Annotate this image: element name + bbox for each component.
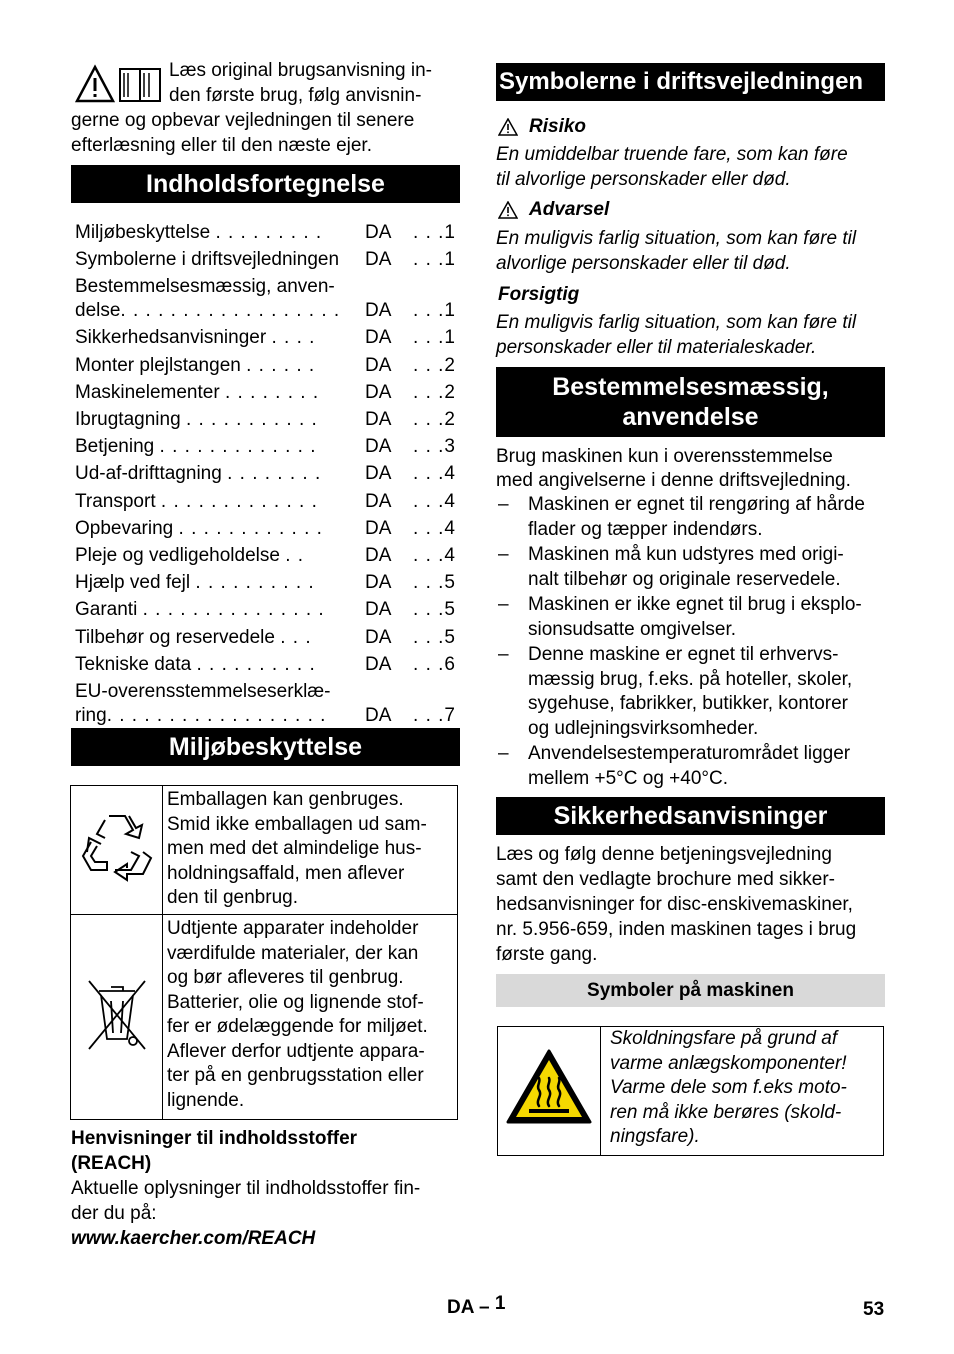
toc-entry-label: Monter plejlstangen [75, 354, 241, 376]
hot-surface-line: Varme dele som f.eks moto- [610, 1077, 847, 1098]
toc-entry-page: . . .4 [413, 490, 456, 512]
bin-line: Udtjente apparater indeholder [167, 918, 419, 939]
toc-entry[interactable] [75, 435, 456, 460]
bullet-line: flader og tæpper indendørs. [528, 518, 763, 540]
toc-dots: . . . . . . . . . . . . . [159, 436, 317, 458]
safety-line-3: hedsanvisninger for disc-enskivemaskiner, [496, 894, 853, 915]
toc-entry-lang: DA [365, 653, 392, 675]
toc-entry-page: . . .3 [413, 436, 456, 458]
recycle-text [163, 786, 458, 915]
bin-line: fer er ødelæggende for miljøet. [167, 1016, 428, 1037]
toc-entry-text [75, 571, 315, 596]
toc-entry-label: Pleje og vedligeholdelse [75, 545, 280, 566]
toc-entry[interactable] [75, 408, 456, 433]
toc-entry[interactable] [75, 680, 456, 728]
footer-section-page: 1 [494, 1293, 506, 1314]
toc-entry-label-tail: ring [75, 705, 107, 726]
toc-dots: . . . . . . . . [224, 381, 320, 403]
recycle-line: holdningsaffald, men aflever [167, 862, 405, 884]
toc-entry-page: . . .2 [413, 354, 456, 376]
intended-title-line: anvendelse [622, 403, 759, 431]
toc-entry-page: . . .2 [413, 381, 456, 403]
toc-entry-text [75, 326, 315, 351]
intended-intro-1: Brug maskinen kun i overensstemmelse [496, 446, 833, 467]
bullet-line: nalt tilbehør og originale reservedele. [528, 568, 841, 590]
toc-entry-page: . . .4 [413, 545, 456, 566]
bin-line: lignende. [167, 1089, 245, 1111]
safety-line-2: samt den vedlagte brochure med sikker- [496, 869, 835, 890]
hot-surface-cell [498, 1027, 601, 1156]
recycle-icon [79, 808, 155, 884]
toc-entry-page: . . .4 [413, 463, 456, 485]
toc-entry-lang: DA [365, 354, 392, 376]
toc-entry-label-cont [75, 704, 326, 729]
toc-entry-text [75, 248, 339, 273]
toc-dots: . . [285, 545, 305, 566]
bullet-item [496, 593, 885, 642]
bin-line: ter på en genbrugsstation eller [167, 1065, 424, 1086]
toc-entry-label-tail: delse [75, 300, 121, 322]
bullet-line: Maskinen er ikke egnet til brug i eksplo- [528, 594, 862, 615]
footer-section-code: DA [447, 1297, 474, 1318]
warning-triangle-icon [75, 63, 163, 105]
safety-line-5: første gang. [496, 944, 598, 965]
toc-dots: . . . . . . . . . . . . . . . . . . [120, 300, 341, 322]
toc-entry-text [75, 598, 325, 623]
toc-entry-label: Opbevaring [75, 517, 174, 539]
toc-entry-lang: DA [365, 381, 392, 403]
hot-surface-line: varme anlægskomponenter! [610, 1052, 847, 1074]
toc-entry-lang: DA [365, 463, 392, 485]
toc-entry-page: . . .4 [413, 517, 456, 539]
hot-surface-line: Skoldningsfare på grund af [610, 1028, 838, 1049]
toc-entry[interactable] [75, 544, 456, 569]
toc-entry-page: . . .7 [413, 705, 456, 726]
bin-line: og bør afleveres til genbrug. [167, 967, 404, 988]
toc-entry-page: . . .5 [413, 626, 456, 648]
bullet-item [496, 742, 885, 791]
hot-surface-table [497, 1026, 884, 1156]
bullet-line: og udlejningsvirksomheder. [528, 717, 759, 739]
intro-line-1: Læs original brugsanvisning in- [169, 60, 432, 81]
toc-entry[interactable] [75, 326, 456, 351]
toc-entry-page: . . .1 [413, 300, 456, 322]
toc-entry-label: Tekniske data [75, 653, 192, 675]
toc-dots: . . . . . . . . . . . . . [160, 490, 318, 512]
hot-surface-text [601, 1027, 884, 1156]
toc-entry-label: Garanti [75, 599, 138, 621]
toc-entry-text [75, 381, 319, 406]
toc-entry-page: . . .6 [413, 653, 456, 675]
toc-entry-lang: DA [365, 249, 392, 271]
bullet-line: Denne maskine er egnet til erhvervs- [528, 644, 839, 665]
crossed-bin-icon [81, 973, 153, 1053]
advarsel-label: Advarsel [529, 199, 610, 220]
recycle-line: Smid ikke emballagen ud sam- [167, 813, 427, 835]
toc-entry-text [75, 653, 316, 678]
risiko-line-1: En umiddelbar truende fare, som kan føre [496, 144, 848, 165]
toc-entry-text [75, 490, 318, 515]
warning-triangle-icon [498, 118, 518, 136]
env-title: Miljøbeskyttelse [71, 728, 460, 766]
toc-entry-lang: DA [365, 300, 392, 322]
safety-title: Sikkerhedsanvisninger [496, 797, 885, 835]
intro-icons [75, 63, 163, 105]
bullet-dash: – [498, 494, 509, 515]
toc-entry[interactable] [75, 462, 456, 487]
toc-entry[interactable] [75, 653, 456, 678]
toc-dots: . . . [280, 626, 312, 648]
toc-entry-lang: DA [365, 545, 392, 566]
toc-dots: . . . . . . . . . [215, 222, 323, 243]
forsigtig-line-1: En muligvis farlig situation, som kan føre til [496, 312, 857, 333]
toc-entry-label: Bestemmelsesmæssig, anven- [75, 276, 335, 298]
toc-entry-lang: DA [365, 222, 392, 243]
bin-line: Batterier, olie og lignende stof- [167, 991, 424, 1013]
toc-entry-label: Ibrugtagning [75, 409, 181, 430]
toc-entry-text [75, 408, 318, 433]
toc-entry[interactable] [75, 598, 456, 623]
recycle-line: den til genbrug. [167, 887, 298, 908]
toc-entry-lang: DA [365, 409, 392, 430]
toc-entry-page: . . .1 [413, 249, 456, 271]
toc-entry-lang: DA [365, 517, 392, 539]
toc-entry-lang: DA [365, 626, 392, 648]
bullet-item [496, 643, 885, 741]
toc-entry-label-cont [75, 299, 340, 324]
toc-entry-label: Transport [75, 490, 156, 512]
symbols-on-machine-title: Symboler på maskinen [496, 974, 885, 1007]
reach-text-2: der du på: [71, 1203, 157, 1224]
recycle-cell [71, 786, 163, 915]
hot-surface-icon [505, 1048, 593, 1126]
toc-entry-page: . . .1 [413, 327, 456, 349]
hot-surface-line: ren må ikke berøres (skold- [610, 1101, 842, 1123]
page-number: 53 [863, 1299, 885, 1320]
bullet-dash: – [498, 544, 509, 565]
toc-entry-lang: DA [365, 490, 392, 512]
bin-line: værdifulde materialer, der kan [167, 942, 419, 964]
forsigtig-label: Forsigtig [498, 284, 580, 305]
bullet-item [496, 493, 885, 542]
bullet-dash: – [498, 644, 509, 665]
toc-dots: . . . . . . . . . . . . . . . [142, 599, 325, 621]
reach-heading-2: (REACH) [71, 1153, 152, 1174]
bullet-dash: – [498, 594, 509, 615]
toc-entry-label: Betjening [75, 436, 155, 458]
toc-dots: . . . . . . . . . . [196, 653, 316, 675]
footer-section [447, 1293, 506, 1321]
bullet-line: mellem +5°C og +40°C. [528, 767, 729, 789]
toc-entry-text [75, 517, 323, 542]
toc-entry-lang: DA [365, 436, 392, 458]
manual-book-icon [120, 69, 160, 101]
toc-entry-text [75, 354, 315, 379]
toc-entry-page: . . .2 [413, 409, 456, 430]
reach-link[interactable]: www.kaercher.com/REACH [71, 1228, 316, 1249]
safety-line-4: nr. 5.956-659, inden maskinen tages i brug [496, 919, 857, 940]
risiko-line-2: til alvorlige personskader eller død. [496, 169, 791, 190]
bin-line: Aflever derfor udtjente appara- [167, 1040, 425, 1062]
bullet-line: Anvendelsestemperaturområdet ligger [528, 743, 851, 764]
hot-surface-line: ningsfare). [610, 1126, 700, 1147]
toc-entry[interactable] [75, 626, 456, 651]
recycle-line: Emballagen kan genbruges. [167, 789, 404, 810]
toc-entry-label: Miljøbeskyttelse [75, 222, 211, 243]
toc-dots: . . . . . . . . . . . . [178, 517, 323, 539]
safety-line-1: Læs og følg denne betjeningsvejledning [496, 844, 832, 865]
toc-title: Indholdsfortegnelse [71, 165, 460, 203]
bullet-line: Maskinen må kun udstyres med origi- [528, 544, 844, 565]
toc-entry-text [75, 544, 304, 569]
intro-line-4: efterlæsning eller til den næste ejer. [71, 135, 372, 156]
toc-entry-lang: DA [365, 705, 392, 726]
bullet-line: sygehuse, fabrikker, butikker, kontorer [528, 693, 848, 714]
toc-entry-text [75, 626, 312, 651]
toc-dots: . . . . . . . . . . [195, 572, 315, 594]
intended-title [496, 367, 885, 437]
bullet-line: Maskinen er egnet til rengøring af hårde [528, 494, 865, 515]
toc-entry[interactable] [75, 490, 456, 515]
toc-entry-page: . . .1 [413, 222, 456, 243]
toc-dots: . . . . . . . . [227, 463, 322, 485]
risiko-label: Risiko [529, 116, 587, 137]
advarsel-line-2: alvorlige personskader eller til død. [496, 253, 791, 274]
toc-entry-text [75, 462, 321, 487]
toc-entry-label: Maskinelementer [75, 381, 220, 403]
toc-entry-text [75, 435, 317, 460]
toc-entry-lang: DA [365, 327, 392, 349]
toc-entry-page: . . .5 [413, 599, 456, 621]
bullet-line: sionsudsatte omgivelser. [528, 618, 737, 640]
recycle-line: men med det almindelige hus- [167, 838, 422, 859]
toc-entry-label: Hjælp ved fejl [75, 572, 191, 594]
toc-entry-lang: DA [365, 599, 392, 621]
toc-entry[interactable] [75, 275, 456, 323]
reach-heading-1: Henvisninger til indholdsstoffer [71, 1128, 358, 1149]
bin-cell [71, 915, 163, 1120]
toc-entry-lang: DA [365, 572, 392, 594]
toc-entry-label: Symbolerne i driftsvejledningen [75, 249, 340, 271]
bullet-line: mæssig brug, f.eks. på hoteller, skoler, [528, 668, 853, 690]
intended-intro-2: med angivelserne i denne driftsvejledning. [496, 470, 851, 491]
forsigtig-line-2: personskader eller til materialeskader. [496, 337, 817, 358]
advarsel-line-1: En muligvis farlig situation, som kan føre til [496, 228, 857, 249]
toc-dots: . . . . . . . . . . . [185, 409, 318, 430]
reach-text-1: Aktuelle oplysninger til indholdsstoffer fin- [71, 1178, 421, 1199]
toc-entry-label: Sikkerhedsanvisninger [75, 327, 267, 349]
toc-entry[interactable] [75, 381, 456, 406]
intended-title-line: Bestemmelsesmæssig, [552, 373, 829, 401]
intro-line-2: den første brug, følg anvisnin- [169, 85, 422, 106]
intended-bullets [496, 493, 885, 791]
toc-entry[interactable] [75, 354, 456, 379]
toc-entry[interactable] [75, 248, 456, 273]
toc-entry-label: EU-overensstemmelseserklæ- [75, 681, 331, 702]
toc-entry-label: Tilbehør og reservedele [75, 626, 275, 648]
warning-triangle-icon [498, 201, 518, 219]
toc-entry[interactable] [75, 571, 456, 596]
toc-entry[interactable] [75, 221, 456, 246]
env-table [70, 785, 458, 1120]
toc-entry-label: Ud-af-drifttagning [75, 463, 222, 485]
bullet-item [496, 543, 885, 592]
toc-dots: . . . . [271, 327, 316, 349]
bin-text [163, 915, 458, 1120]
toc-entry-text [75, 221, 322, 246]
toc-dots: . . . . . . . . . . . . . . . . . . [106, 705, 327, 726]
intro-line-3: gerne og opbevar vejledningen til senere [71, 110, 415, 131]
symbols-title: Symbolerne i driftsvejledningen [496, 63, 885, 101]
toc-entry-page: . . .5 [413, 572, 456, 594]
bullet-dash: – [498, 743, 509, 764]
toc-dots: . . . . . . [246, 354, 316, 376]
footer-sep: – [479, 1297, 490, 1318]
toc-entry[interactable] [75, 517, 456, 542]
